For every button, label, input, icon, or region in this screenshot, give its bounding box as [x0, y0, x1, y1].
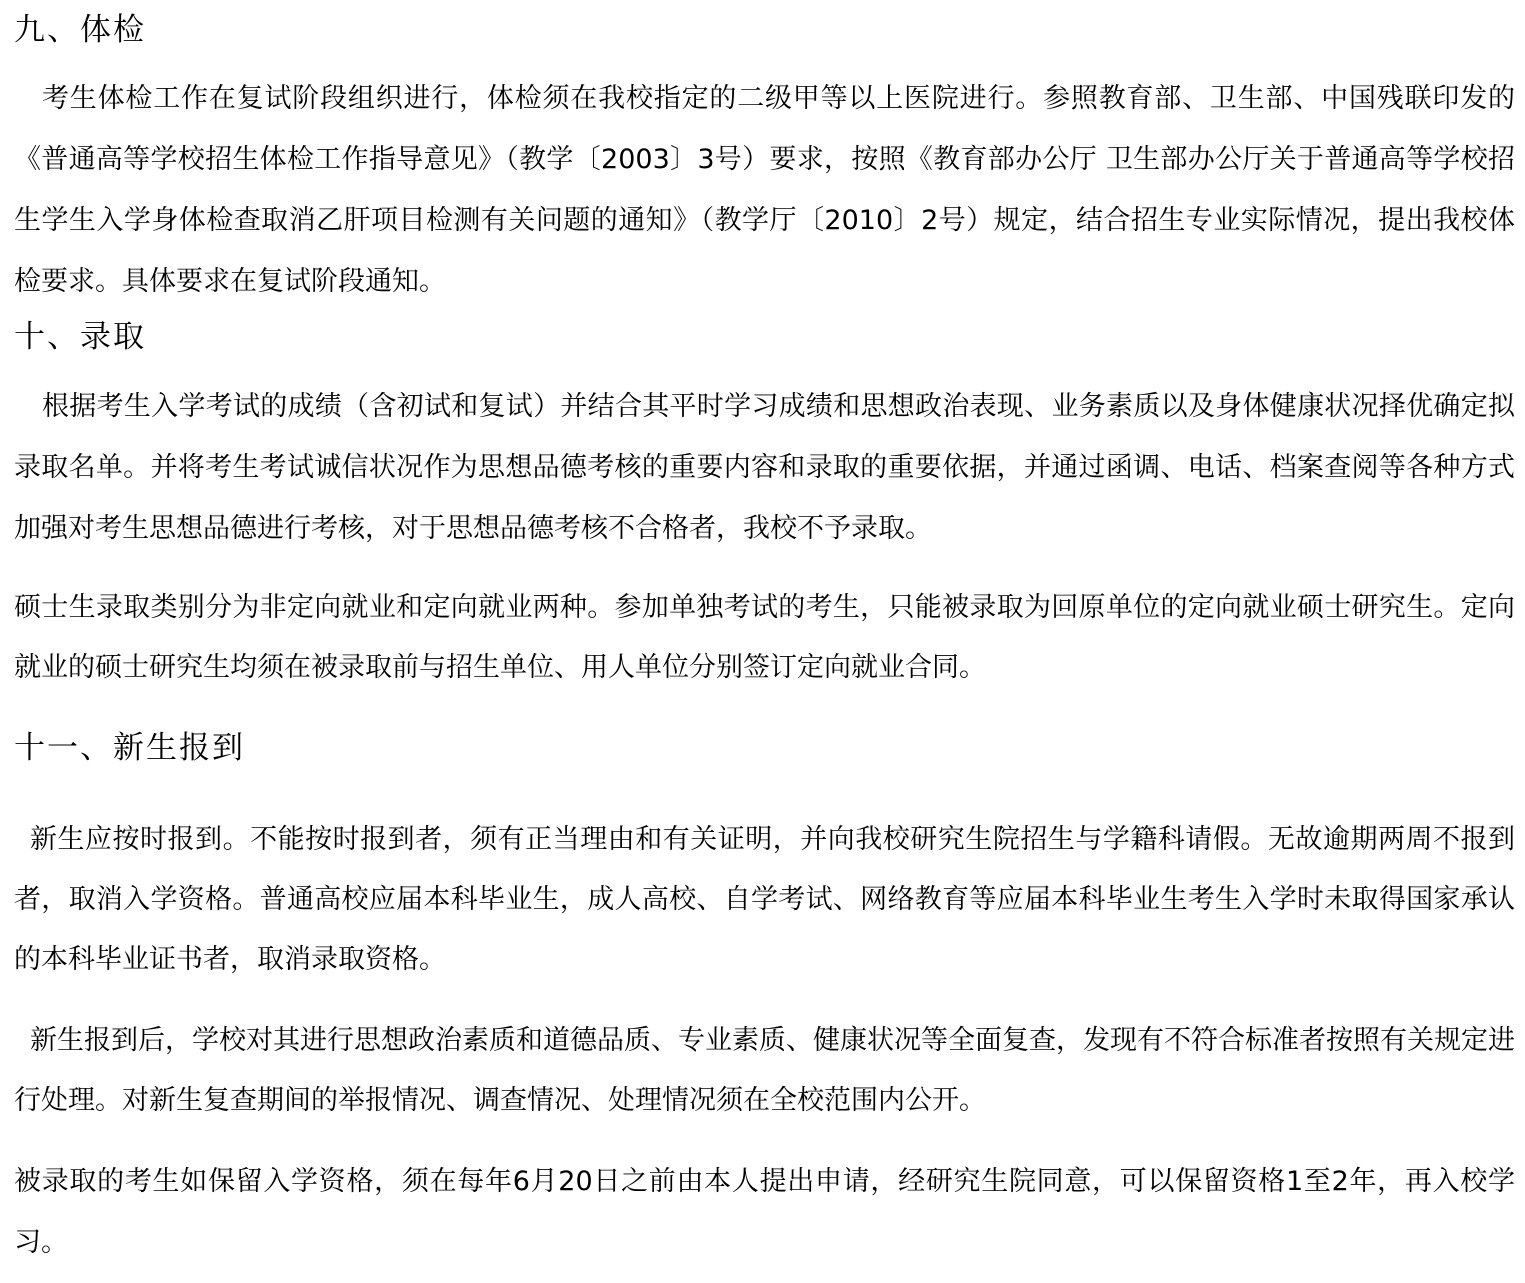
section-heading-registration: 十一、新生报到: [14, 730, 245, 766]
registration-paragraph-2: 新生报到后，学校对其进行思想政治素质和道德品质、专业素质、健康状况等全面复查，发现有不符合标准者按照有关规定进行处理。对新生复查期间的举报情况、调查情况、处理情况须在全校范围内公开。: [14, 1025, 1515, 1116]
section-heading-physical-exam: 九、体检: [14, 12, 146, 48]
physical-exam-paragraph: [14, 68, 1515, 312]
physical-exam-text-sans: 〔2003〕3号）要求，按照《教育部办公厅 卫生部办公厅关于普通高等学校招生学生入学身体检查取消乙肝项目检测有关问题的通知》（教学厅〔2010〕2号）规定，结合招生专业实际情况，提出我校体检要求。具体要求在复试阶段通知。: [14, 144, 1515, 297]
registration-text-serif: 被录取的考生如保留入学资格，须在每年: [14, 1166, 513, 1197]
physical-exam-text-serif: 考生体检工作在复试阶段组织进行，体检须在我校指定的二级甲等以上医院进行。参照教育部、卫生部、中国残联印发的《普通高等学校招生体检工作指导意见》（教学: [14, 83, 1515, 175]
section-heading-admission: 十、录取: [14, 319, 146, 355]
admission-text-sans: 通过函调、电话、档案查阅等各种方式加强对考生思想品德进行考核，对于思想品德考核不合格者，我校不予录取。: [14, 452, 1516, 544]
registration-paragraph-1: 新生应按时报到。不能按时报到者，须有正当理由和有关证明，并向我校研究生院招生与学籍科请假。无故逾期两周不报到者，取消入学资格。普通高校应届本科毕业生，成人高校、自学考试、网络教育等应届本科毕业生考生入学时未取得国家承认的本科毕业证书者，取消录取资格。: [14, 824, 1515, 975]
admission-text-serif: 根据考生入学考试的成绩（含初试和复试）并结合其平时学习成绩和思想政治表现、业务素质以及身体健康状况择优确定拟录取名单。并将考生考试诚信状况作为思想品德考核的重要内容和录取的重要依据，并: [14, 391, 1515, 483]
admission-paragraph-1: [14, 376, 1515, 559]
registration-paragraph-3: [14, 1151, 1515, 1273]
admission-paragraph-2: 硕士生录取类别分为非定向就业和定向就业两种。参加单独考试的考生，只能被录取为回原单位的定向就业硕士研究生。定向就业的硕士研究生均须在被录取前与招生单位、用人单位分别签订定向就业合同。: [14, 592, 1515, 683]
registration-text-sans: 6月20日之前由本人提出申请，经研究生院同意，可以保留资格1至2年，再入校学习。: [14, 1166, 1515, 1258]
